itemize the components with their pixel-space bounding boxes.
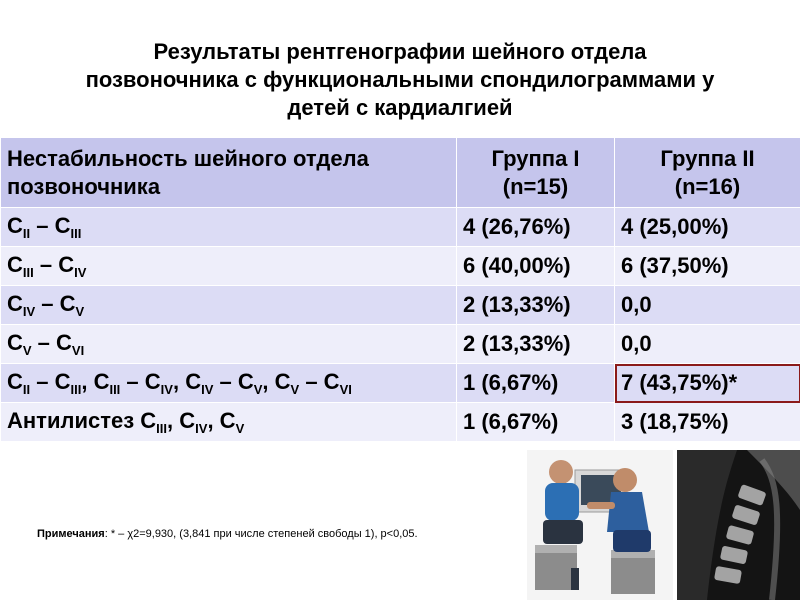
header-group-1	[457, 138, 615, 208]
table-row	[1, 325, 800, 364]
table-row	[1, 286, 800, 325]
row-group-2-value: 4 (25,00%)	[615, 208, 800, 247]
table-header-row	[1, 138, 800, 208]
row-group-1-value: 4 (26,76%)	[457, 208, 615, 247]
footnote	[37, 528, 418, 540]
row-group-1-value: 2 (13,33%)	[457, 325, 615, 364]
row-label: $C_V - C_{VI}$	[1, 325, 457, 364]
table-row	[1, 208, 800, 247]
row-group-2-value: 0,0	[615, 286, 800, 325]
title-line-2: позвоночника с функциональными спондилограммами у	[85, 67, 715, 92]
header-group-2-name: Группа II	[660, 145, 755, 171]
header-instability: Нестабильность шейного отдела позвоночника	[1, 138, 457, 208]
row-group-2-value: 6 (37,50%)	[615, 247, 800, 286]
row-group-2-value: 0,0	[615, 325, 800, 364]
row-label: Антилистез $C_{III}$, $C_{IV}$, $C_V$	[1, 403, 457, 442]
row-group-2-value-significant: 7 (43,75%)*	[615, 364, 800, 403]
header-group-2	[615, 138, 800, 208]
children-at-computer-photo	[527, 450, 673, 600]
row-label: $C_{III} - C_{IV}$	[1, 247, 457, 286]
children-photo-graphic	[527, 450, 673, 600]
title-line-1: Результаты рентгенографии шейного отдела	[153, 39, 647, 64]
header-group-1-n: (n=15)	[502, 173, 569, 199]
slide-title	[0, 38, 800, 122]
title-line-3: детей с кардиалгией	[287, 95, 513, 120]
table-row	[1, 247, 800, 286]
row-group-1-value: 6 (40,00%)	[457, 247, 615, 286]
table-row	[1, 403, 800, 442]
row-group-2-value: 3 (18,75%)	[615, 403, 800, 442]
header-group-2-n: (n=16)	[674, 173, 741, 199]
row-label: $C_{IV} - C_V$	[1, 286, 457, 325]
row-group-1-value: 2 (13,33%)	[457, 286, 615, 325]
row-label: $C_{II} - C_{III}$, $C_{III} - C_{IV}$, $C_{IV} - C_V$, $C_V - C_{VI}$	[1, 364, 457, 403]
results-table	[0, 137, 800, 442]
row-label: $C_{II} - C_{III}$	[1, 208, 457, 247]
header-group-1-name: Группа I	[491, 145, 580, 171]
row-group-1-value: 1 (6,67%)	[457, 403, 615, 442]
footnote-text: : * – χ2=9,930, (3,841 при числе степеней свободы 1), p<0,05.	[104, 528, 418, 540]
table-row	[1, 364, 800, 403]
cervical-spine-xray	[677, 450, 800, 600]
footnote-label: Примечания	[37, 528, 105, 540]
row-group-1-value: 1 (6,67%)	[457, 364, 615, 403]
xray-graphic	[677, 450, 800, 600]
